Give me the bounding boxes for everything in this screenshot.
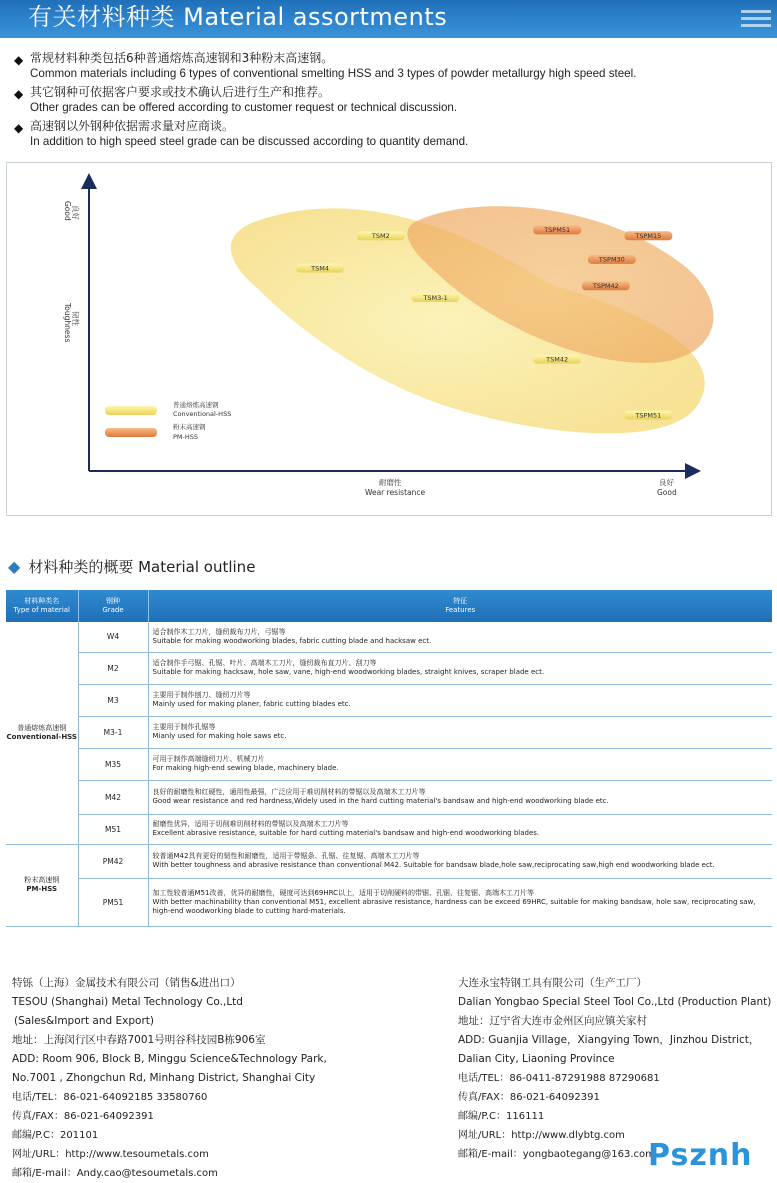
y-good-label-en: Good	[63, 201, 72, 221]
phone: 电话/TEL：86-021-64092185 33580760	[12, 1092, 208, 1103]
address-zh: 地址：上海闵行区中春路7001号明谷科技园B栋906室	[12, 1034, 266, 1046]
feature-en: Excellent abrasive resistance, suitable for hard cutting material's bandsaw and high-end woodworking blades.	[152, 829, 540, 837]
company-name-zh: 大连永宝特钢工具有限公司（生产工厂）	[458, 977, 647, 989]
grade-cell: PM51	[78, 878, 148, 926]
company-name-zh: 特铄（上海）金属技术有限公司（销售&进出口）	[12, 977, 241, 989]
feature-en-continued: high-end woodworking blade to cutting hard-materials.	[152, 906, 346, 915]
table-row	[6, 780, 772, 814]
page-title: 有关材料种类 Material assortments	[28, 3, 448, 31]
contact-shanghai	[12, 974, 372, 1183]
grade-marker-label: TSM4	[311, 264, 329, 273]
type-cell-pm	[6, 844, 78, 926]
features-cell	[148, 652, 772, 684]
features-cell	[148, 684, 772, 716]
header-type-en: Type of material	[13, 606, 70, 614]
grade-cell: M3	[78, 684, 148, 716]
header-features-en: Features	[445, 606, 476, 614]
feature-en: Good wear resistance and red hardness,Widely used in the hard cutting material's bandsaw and high-end woodworking blade etc.	[152, 797, 609, 805]
grade-cell: M35	[78, 748, 148, 780]
feature-zh: 适合制作手弓锯、孔锯、叶片、高端木工刀片，缝纫裁布直刀片、刮刀等	[152, 659, 377, 667]
table-row	[6, 622, 772, 652]
table-row	[6, 878, 772, 926]
grade-cell: M3-1	[78, 716, 148, 748]
diamond-bullet-icon: ◆	[14, 121, 24, 135]
grade-marker-label: TSPM30	[598, 255, 625, 264]
grade-marker-label: TSPM15	[635, 232, 662, 241]
material-outline-table	[6, 590, 772, 927]
company-name-en: Dalian Yongbao Special Steel Tool Co.,Ltd (Production Plant)	[458, 996, 772, 1008]
bullet-text-en: In addition to high speed steel grade can be discussed according to quantity demand.	[30, 135, 469, 148]
type-en: PM-HSS	[26, 885, 58, 893]
features-cell	[148, 622, 772, 652]
address-en: ADD: Guanjia Village，Xiangying Town，Jinzhou District，Dalian City, Liaoning Province	[458, 1034, 760, 1065]
feature-zh: 良好的耐磨性和红硬性，通用性最强，广泛应用于难切削材料的带锯以及高端木工刀片等	[152, 788, 426, 796]
diamond-bullet-icon: ◆	[14, 87, 24, 101]
type-en: Conventional-HSS	[6, 732, 77, 741]
feature-en: Suitable for making hacksaw, hole saw, vane, high-end woodworking blades, straight knives, scraper blade ect.	[152, 668, 545, 676]
y-good-label-zh: 良好	[71, 205, 80, 220]
header-grade-en: Grade	[102, 606, 124, 614]
feature-en: With better toughness and abrasive resistance than conventional M42. Suitable for bandsaw blade,hole saw,reciprocating saw,high end woodworking blade ect.	[152, 861, 715, 869]
features-cell	[148, 716, 772, 748]
legend-swatch-pm	[105, 428, 157, 437]
postcode: 邮编/P.C：201101	[12, 1130, 99, 1141]
feature-zh: 可用于制作高端缝纫刀片、机械刀片	[152, 755, 265, 763]
legend-swatch-conventional	[105, 406, 157, 415]
header-decoration	[741, 6, 771, 32]
bullet-text-en: Other grades can be offered according to customer request or technical discussion.	[30, 101, 458, 114]
features-cell	[148, 814, 772, 844]
feature-zh: 适合制作木工刀片，缝纫裁布刀片，弓锯等	[152, 627, 286, 636]
feature-zh: 较普通M42具有更好的韧性和耐磨性，适用于带锯条、孔锯、往复锯、高端木工刀片等	[152, 852, 420, 860]
header-grade-zh: 钢种	[106, 597, 120, 605]
page-header	[0, 0, 777, 38]
features-cell	[148, 748, 772, 780]
chart-legend	[105, 400, 231, 441]
feature-zh: 加工性较普通M51改善，优异的耐磨性，硬度可达到69HRC以上，适用于切削硬料的带锯、孔锯、往复锯、高端木工刀片等	[152, 888, 535, 897]
diamond-bullet-icon: ◆	[14, 53, 24, 67]
table-row	[6, 684, 772, 716]
header-grade	[78, 590, 148, 622]
x-axis-label-en: Wear resistance	[365, 488, 426, 497]
y-axis-label-en: Toughness	[63, 303, 72, 343]
grade-cell: M51	[78, 814, 148, 844]
grade-marker-label: TSPM51	[635, 411, 662, 420]
grade-marker-label: TSPM42	[592, 282, 619, 291]
grade-cell: M42	[78, 780, 148, 814]
feature-zh: 耐磨性优异，适用于切削难切削材料的带锯以及高端木工刀片等	[152, 820, 349, 828]
bullet-text-zh: 其它钢种可依据客户要求或技术确认后进行生产和推荐。	[30, 85, 331, 99]
table-row	[6, 844, 772, 878]
features-cell	[148, 878, 772, 926]
chart-svg	[7, 163, 773, 517]
y-axis-label-zh: 韧性	[71, 311, 80, 326]
grade-cell: PM42	[78, 844, 148, 878]
feature-en: With better machinability than conventional M51, excellent abrasive resistance, hardness can be exceed 69HRC, suitable for making bandsaw, hole saw, reciprocating saw,	[152, 897, 756, 906]
website-link[interactable]: 网址/URL：http://www.dlybtg.com	[458, 1130, 625, 1141]
bullet-text-zh: 高速钢以外钢种依据需求量对应商谈。	[30, 119, 235, 133]
grade-cell: W4	[78, 622, 148, 652]
table-row	[6, 814, 772, 844]
type-zh: 粉末高速钢	[24, 876, 60, 884]
intro-bullets	[14, 50, 754, 152]
table-row	[6, 652, 772, 684]
legend-label-conventional-en: Conventional-HSS	[173, 410, 232, 418]
type-cell-conventional	[6, 622, 78, 844]
type-zh: 普通熔炼高速钢	[17, 723, 67, 732]
x-good-label-en: Good	[657, 488, 677, 497]
grade-marker-label: TSPM51	[544, 226, 571, 235]
website-link[interactable]: 网址/URL：http://www.tesoumetals.com	[12, 1149, 209, 1160]
feature-en: Suitable for making woodworking blades, fabric cutting blade and hacksaw ect.	[152, 636, 432, 645]
bullet-item	[14, 118, 754, 150]
feature-zh: 主要用于制作刨刀、缝纫刀片等	[152, 691, 251, 699]
email-link[interactable]: 邮箱/E-mail：Andy.cao@tesoumetals.com	[12, 1168, 218, 1179]
fax: 传真/FAX：86-021-64092391	[12, 1111, 154, 1122]
header-type	[6, 590, 78, 622]
feature-zh: 主要用于制作孔锯等	[152, 723, 216, 731]
bullet-item	[14, 84, 754, 116]
features-cell	[148, 844, 772, 878]
diamond-bullet-icon: ◆	[8, 557, 21, 576]
email-link[interactable]: 邮箱/E-mail：yongbaotegang@163.com	[458, 1149, 655, 1160]
header-features	[148, 590, 772, 622]
toughness-wear-chart	[6, 162, 772, 516]
legend-label-pm-zh: 粉末高速钢	[173, 423, 206, 431]
feature-en: For making high-end sewing blade, machinery blade.	[152, 764, 339, 772]
feature-en: Mainly used for making planer, fabric cutting blades etc.	[152, 700, 351, 708]
company-name-en: TESOU (Shanghai) Metal Technology Co.,Ltd	[12, 996, 243, 1008]
address-en-line2: No.7001 , Zhongchun Rd, Minhang District, Shanghai City	[12, 1072, 316, 1084]
outline-section-heading	[8, 556, 255, 577]
grade-marker-label: TSM2	[371, 232, 390, 241]
features-cell	[148, 780, 772, 814]
legend-label-conventional-zh: 普通熔炼高速钢	[173, 401, 219, 409]
outline-title: 材料种类的概要 Material outline	[28, 558, 256, 576]
legend-label-pm-en: PM-HSS	[173, 433, 199, 441]
watermark-text: Psznh	[648, 1138, 753, 1173]
bullet-text-zh: 常规材料种类包括6种普通熔炼高速钢和3种粉末高速钢。	[30, 51, 334, 65]
address-zh: 地址：辽宁省大连市金州区向应镇关家村	[458, 1015, 647, 1027]
watermark-logo	[648, 1138, 768, 1178]
grade-cell: M2	[78, 652, 148, 684]
feature-en: Mianly used for making hole saws etc.	[152, 732, 287, 740]
table-row	[6, 716, 772, 748]
x-good-label-zh: 良好	[659, 478, 674, 487]
contact-dalian	[458, 974, 776, 1164]
header-features-zh: 特征	[453, 597, 468, 605]
company-role-en: (Sales&Import and Export)	[14, 1015, 154, 1027]
postcode: 邮编/P.C：116111	[458, 1111, 545, 1122]
header-type-zh: 材料种类名	[24, 597, 60, 605]
table-row	[6, 748, 772, 780]
phone: 电话/TEL：86-0411-87291988 87290681	[458, 1073, 660, 1084]
address-en-line1: ADD: Room 906, Block B, Minggu Science&Technology Park,	[12, 1053, 327, 1065]
fax: 传真/FAX：86-021-64092391	[458, 1092, 600, 1103]
x-axis-label-zh: 耐磨性	[379, 478, 402, 487]
table-header-row	[6, 590, 772, 622]
grade-marker-label: TSM3-1	[423, 293, 448, 302]
bullet-text-en: Common materials including 6 types of conventional smelting HSS and 3 types of powder metallurgy high speed steel.	[30, 67, 637, 80]
bullet-item	[14, 50, 754, 82]
grade-marker-label: TSM42	[546, 355, 569, 364]
